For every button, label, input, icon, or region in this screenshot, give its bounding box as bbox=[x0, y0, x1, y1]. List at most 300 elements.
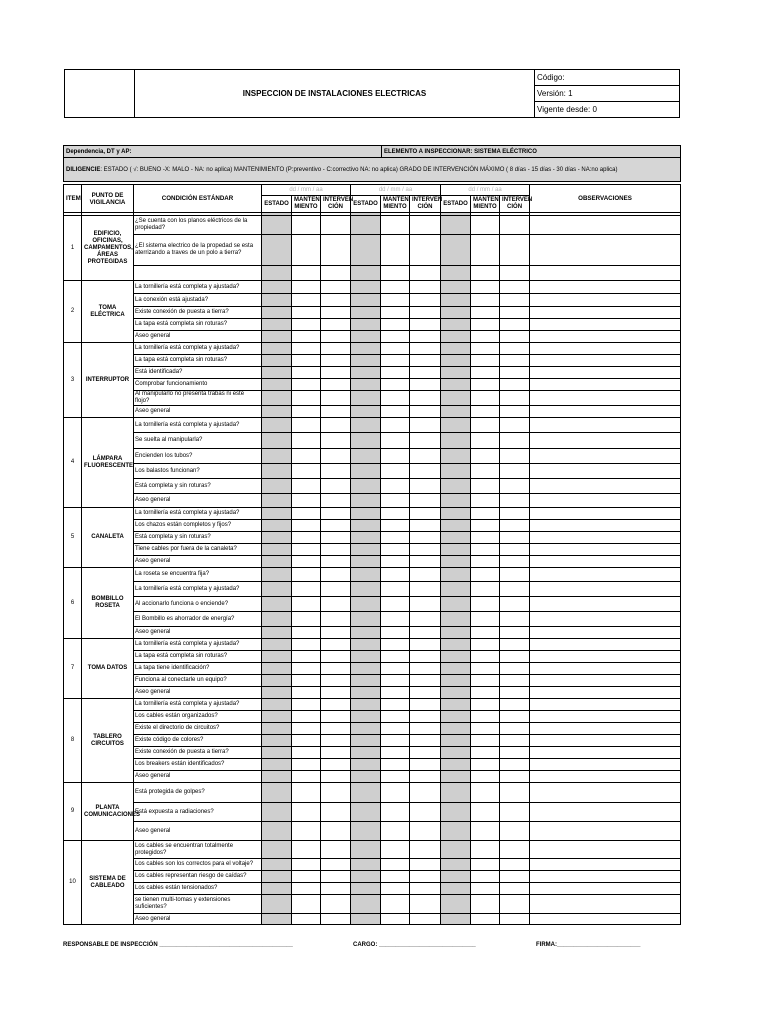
mantenimiento-cell[interactable] bbox=[381, 771, 410, 783]
mantenimiento-cell[interactable] bbox=[292, 771, 321, 783]
intervencion-cell[interactable] bbox=[500, 699, 530, 711]
estado-cell[interactable] bbox=[262, 520, 292, 532]
estado-cell[interactable] bbox=[262, 235, 292, 266]
estado-cell[interactable] bbox=[351, 418, 381, 433]
mantenimiento-cell[interactable] bbox=[381, 379, 410, 391]
observaciones-cell[interactable] bbox=[530, 895, 681, 914]
estado-cell[interactable] bbox=[351, 822, 381, 841]
intervencion-cell[interactable] bbox=[321, 479, 351, 494]
intervencion-cell[interactable] bbox=[500, 914, 530, 925]
intervencion-cell[interactable] bbox=[321, 532, 351, 544]
estado-cell[interactable] bbox=[351, 367, 381, 379]
estado-cell[interactable] bbox=[441, 759, 471, 771]
intervencion-cell[interactable] bbox=[321, 464, 351, 479]
intervencion-cell[interactable] bbox=[410, 871, 441, 883]
mantenimiento-cell[interactable] bbox=[471, 803, 500, 822]
mantenimiento-cell[interactable] bbox=[381, 433, 410, 449]
mantenimiento-cell[interactable] bbox=[292, 331, 321, 343]
intervencion-cell[interactable] bbox=[500, 281, 530, 294]
mantenimiento-cell[interactable] bbox=[381, 895, 410, 914]
mantenimiento-cell[interactable] bbox=[471, 859, 500, 871]
mantenimiento-cell[interactable] bbox=[471, 266, 500, 281]
mantenimiento-cell[interactable] bbox=[292, 479, 321, 494]
mantenimiento-cell[interactable] bbox=[471, 699, 500, 711]
intervencion-cell[interactable] bbox=[500, 783, 530, 803]
estado-cell[interactable] bbox=[441, 771, 471, 783]
intervencion-cell[interactable] bbox=[500, 651, 530, 663]
estado-cell[interactable] bbox=[351, 307, 381, 319]
mantenimiento-cell[interactable] bbox=[292, 494, 321, 508]
estado-cell[interactable] bbox=[441, 433, 471, 449]
mantenimiento-cell[interactable] bbox=[292, 508, 321, 520]
intervencion-cell[interactable] bbox=[321, 216, 351, 235]
mantenimiento-cell[interactable] bbox=[292, 464, 321, 479]
intervencion-cell[interactable] bbox=[500, 294, 530, 307]
estado-cell[interactable] bbox=[262, 822, 292, 841]
mantenimiento-cell[interactable] bbox=[292, 281, 321, 294]
estado-cell[interactable] bbox=[351, 391, 381, 406]
mantenimiento-cell[interactable] bbox=[292, 391, 321, 406]
estado-cell[interactable] bbox=[441, 379, 471, 391]
mantenimiento-cell[interactable] bbox=[381, 479, 410, 494]
observaciones-cell[interactable] bbox=[530, 418, 681, 433]
estado-cell[interactable] bbox=[262, 663, 292, 675]
mantenimiento-cell[interactable] bbox=[292, 532, 321, 544]
estado-cell[interactable] bbox=[351, 627, 381, 639]
observaciones-cell[interactable] bbox=[530, 735, 681, 747]
intervencion-cell[interactable] bbox=[500, 663, 530, 675]
estado-cell[interactable] bbox=[262, 612, 292, 627]
mantenimiento-cell[interactable] bbox=[381, 307, 410, 319]
mantenimiento-cell[interactable] bbox=[292, 556, 321, 568]
estado-cell[interactable] bbox=[351, 494, 381, 508]
mantenimiento-cell[interactable] bbox=[292, 355, 321, 367]
estado-cell[interactable] bbox=[351, 914, 381, 925]
estado-cell[interactable] bbox=[441, 568, 471, 582]
estado-cell[interactable] bbox=[351, 433, 381, 449]
estado-cell[interactable] bbox=[351, 735, 381, 747]
mantenimiento-cell[interactable] bbox=[471, 479, 500, 494]
intervencion-cell[interactable] bbox=[500, 216, 530, 235]
estado-cell[interactable] bbox=[351, 663, 381, 675]
intervencion-cell[interactable] bbox=[500, 639, 530, 651]
estado-cell[interactable] bbox=[441, 895, 471, 914]
mantenimiento-cell[interactable] bbox=[292, 307, 321, 319]
mantenimiento-cell[interactable] bbox=[381, 803, 410, 822]
estado-cell[interactable] bbox=[441, 532, 471, 544]
mantenimiento-cell[interactable] bbox=[292, 822, 321, 841]
intervencion-cell[interactable] bbox=[410, 759, 441, 771]
estado-cell[interactable] bbox=[441, 479, 471, 494]
estado-cell[interactable] bbox=[351, 266, 381, 281]
estado-cell[interactable] bbox=[262, 391, 292, 406]
observaciones-cell[interactable] bbox=[530, 759, 681, 771]
mantenimiento-cell[interactable] bbox=[471, 433, 500, 449]
observaciones-cell[interactable] bbox=[530, 783, 681, 803]
estado-cell[interactable] bbox=[441, 914, 471, 925]
intervencion-cell[interactable] bbox=[500, 319, 530, 331]
estado-cell[interactable] bbox=[262, 355, 292, 367]
estado-cell[interactable] bbox=[441, 639, 471, 651]
estado-cell[interactable] bbox=[441, 494, 471, 508]
estado-cell[interactable] bbox=[441, 367, 471, 379]
observaciones-cell[interactable] bbox=[530, 235, 681, 266]
estado-cell[interactable] bbox=[351, 803, 381, 822]
mantenimiento-cell[interactable] bbox=[471, 639, 500, 651]
observaciones-cell[interactable] bbox=[530, 281, 681, 294]
estado-cell[interactable] bbox=[262, 675, 292, 687]
estado-cell[interactable] bbox=[262, 433, 292, 449]
mantenimiento-cell[interactable] bbox=[471, 597, 500, 612]
intervencion-cell[interactable] bbox=[410, 449, 441, 464]
intervencion-cell[interactable] bbox=[321, 266, 351, 281]
estado-cell[interactable] bbox=[262, 556, 292, 568]
estado-cell[interactable] bbox=[262, 449, 292, 464]
mantenimiento-cell[interactable] bbox=[471, 675, 500, 687]
estado-cell[interactable] bbox=[262, 627, 292, 639]
observaciones-cell[interactable] bbox=[530, 494, 681, 508]
intervencion-cell[interactable] bbox=[321, 612, 351, 627]
intervencion-cell[interactable] bbox=[500, 367, 530, 379]
estado-cell[interactable] bbox=[351, 871, 381, 883]
observaciones-cell[interactable] bbox=[530, 687, 681, 699]
intervencion-cell[interactable] bbox=[410, 771, 441, 783]
intervencion-cell[interactable] bbox=[500, 266, 530, 281]
estado-cell[interactable] bbox=[262, 418, 292, 433]
mantenimiento-cell[interactable] bbox=[292, 319, 321, 331]
intervencion-cell[interactable] bbox=[500, 687, 530, 699]
estado-cell[interactable] bbox=[441, 520, 471, 532]
intervencion-cell[interactable] bbox=[410, 627, 441, 639]
intervencion-cell[interactable] bbox=[321, 597, 351, 612]
intervencion-cell[interactable] bbox=[321, 379, 351, 391]
mantenimiento-cell[interactable] bbox=[292, 687, 321, 699]
mantenimiento-cell[interactable] bbox=[292, 883, 321, 895]
estado-cell[interactable] bbox=[351, 319, 381, 331]
mantenimiento-cell[interactable] bbox=[471, 294, 500, 307]
observaciones-cell[interactable] bbox=[530, 871, 681, 883]
estado-cell[interactable] bbox=[351, 582, 381, 597]
intervencion-cell[interactable] bbox=[410, 391, 441, 406]
estado-cell[interactable] bbox=[441, 675, 471, 687]
mantenimiento-cell[interactable] bbox=[381, 711, 410, 723]
intervencion-cell[interactable] bbox=[500, 612, 530, 627]
estado-cell[interactable] bbox=[351, 771, 381, 783]
intervencion-cell[interactable] bbox=[410, 216, 441, 235]
mantenimiento-cell[interactable] bbox=[292, 803, 321, 822]
estado-cell[interactable] bbox=[441, 508, 471, 520]
mantenimiento-cell[interactable] bbox=[381, 367, 410, 379]
observaciones-cell[interactable] bbox=[530, 651, 681, 663]
firma-line[interactable]: FIRMA:_________________________ bbox=[536, 942, 641, 948]
mantenimiento-cell[interactable] bbox=[292, 433, 321, 449]
observaciones-cell[interactable] bbox=[530, 822, 681, 841]
estado-cell[interactable] bbox=[441, 597, 471, 612]
estado-cell[interactable] bbox=[262, 859, 292, 871]
estado-cell[interactable] bbox=[441, 418, 471, 433]
cargo-line[interactable]: CARGO: _____________________________ bbox=[353, 942, 476, 948]
observaciones-cell[interactable] bbox=[530, 803, 681, 822]
intervencion-cell[interactable] bbox=[500, 433, 530, 449]
estado-cell[interactable] bbox=[351, 895, 381, 914]
estado-cell[interactable] bbox=[441, 266, 471, 281]
mantenimiento-cell[interactable] bbox=[471, 216, 500, 235]
intervencion-cell[interactable] bbox=[410, 331, 441, 343]
estado-cell[interactable] bbox=[262, 597, 292, 612]
mantenimiento-cell[interactable] bbox=[292, 597, 321, 612]
mantenimiento-cell[interactable] bbox=[292, 723, 321, 735]
observaciones-cell[interactable] bbox=[530, 747, 681, 759]
mantenimiento-cell[interactable] bbox=[381, 651, 410, 663]
intervencion-cell[interactable] bbox=[410, 433, 441, 449]
estado-cell[interactable] bbox=[441, 783, 471, 803]
observaciones-cell[interactable] bbox=[530, 379, 681, 391]
estado-cell[interactable] bbox=[441, 235, 471, 266]
intervencion-cell[interactable] bbox=[500, 675, 530, 687]
intervencion-cell[interactable] bbox=[321, 699, 351, 711]
estado-cell[interactable] bbox=[441, 841, 471, 859]
mantenimiento-cell[interactable] bbox=[381, 216, 410, 235]
mantenimiento-cell[interactable] bbox=[381, 675, 410, 687]
estado-cell[interactable] bbox=[262, 331, 292, 343]
estado-cell[interactable] bbox=[262, 532, 292, 544]
mantenimiento-cell[interactable] bbox=[471, 747, 500, 759]
estado-cell[interactable] bbox=[441, 216, 471, 235]
estado-cell[interactable] bbox=[441, 687, 471, 699]
estado-cell[interactable] bbox=[351, 343, 381, 355]
estado-cell[interactable] bbox=[262, 343, 292, 355]
mantenimiento-cell[interactable] bbox=[471, 612, 500, 627]
observaciones-cell[interactable] bbox=[530, 449, 681, 464]
mantenimiento-cell[interactable] bbox=[381, 822, 410, 841]
mantenimiento-cell[interactable] bbox=[471, 735, 500, 747]
intervencion-cell[interactable] bbox=[321, 544, 351, 556]
observaciones-cell[interactable] bbox=[530, 859, 681, 871]
estado-cell[interactable] bbox=[441, 449, 471, 464]
intervencion-cell[interactable] bbox=[410, 895, 441, 914]
intervencion-cell[interactable] bbox=[410, 479, 441, 494]
intervencion-cell[interactable] bbox=[321, 494, 351, 508]
mantenimiento-cell[interactable] bbox=[292, 783, 321, 803]
mantenimiento-cell[interactable] bbox=[292, 675, 321, 687]
estado-cell[interactable] bbox=[441, 343, 471, 355]
mantenimiento-cell[interactable] bbox=[471, 343, 500, 355]
estado-cell[interactable] bbox=[351, 216, 381, 235]
intervencion-cell[interactable] bbox=[321, 883, 351, 895]
intervencion-cell[interactable] bbox=[410, 367, 441, 379]
mantenimiento-cell[interactable] bbox=[292, 895, 321, 914]
mantenimiento-cell[interactable] bbox=[381, 627, 410, 639]
mantenimiento-cell[interactable] bbox=[292, 612, 321, 627]
estado-cell[interactable] bbox=[441, 406, 471, 418]
estado-cell[interactable] bbox=[262, 771, 292, 783]
mantenimiento-cell[interactable] bbox=[292, 639, 321, 651]
estado-cell[interactable] bbox=[441, 294, 471, 307]
estado-cell[interactable] bbox=[441, 871, 471, 883]
mantenimiento-cell[interactable] bbox=[471, 663, 500, 675]
mantenimiento-cell[interactable] bbox=[381, 914, 410, 925]
estado-cell[interactable] bbox=[262, 914, 292, 925]
estado-cell[interactable] bbox=[441, 355, 471, 367]
intervencion-cell[interactable] bbox=[410, 859, 441, 871]
mantenimiento-cell[interactable] bbox=[471, 379, 500, 391]
mantenimiento-cell[interactable] bbox=[381, 871, 410, 883]
estado-cell[interactable] bbox=[441, 735, 471, 747]
estado-cell[interactable] bbox=[441, 612, 471, 627]
intervencion-cell[interactable] bbox=[410, 711, 441, 723]
estado-cell[interactable] bbox=[351, 520, 381, 532]
mantenimiento-cell[interactable] bbox=[381, 699, 410, 711]
mantenimiento-cell[interactable] bbox=[381, 418, 410, 433]
estado-cell[interactable] bbox=[351, 651, 381, 663]
intervencion-cell[interactable] bbox=[500, 747, 530, 759]
observaciones-cell[interactable] bbox=[530, 216, 681, 235]
intervencion-cell[interactable] bbox=[410, 319, 441, 331]
mantenimiento-cell[interactable] bbox=[471, 331, 500, 343]
mantenimiento-cell[interactable] bbox=[381, 508, 410, 520]
estado-cell[interactable] bbox=[262, 406, 292, 418]
intervencion-cell[interactable] bbox=[410, 508, 441, 520]
mantenimiento-cell[interactable] bbox=[471, 914, 500, 925]
intervencion-cell[interactable] bbox=[500, 391, 530, 406]
estado-cell[interactable] bbox=[441, 556, 471, 568]
mantenimiento-cell[interactable] bbox=[292, 627, 321, 639]
intervencion-cell[interactable] bbox=[500, 859, 530, 871]
mantenimiento-cell[interactable] bbox=[471, 418, 500, 433]
estado-cell[interactable] bbox=[262, 281, 292, 294]
intervencion-cell[interactable] bbox=[500, 568, 530, 582]
intervencion-cell[interactable] bbox=[500, 582, 530, 597]
mantenimiento-cell[interactable] bbox=[292, 235, 321, 266]
intervencion-cell[interactable] bbox=[321, 331, 351, 343]
intervencion-cell[interactable] bbox=[500, 883, 530, 895]
estado-cell[interactable] bbox=[351, 544, 381, 556]
mantenimiento-cell[interactable] bbox=[471, 307, 500, 319]
mantenimiento-cell[interactable] bbox=[381, 859, 410, 871]
estado-cell[interactable] bbox=[351, 783, 381, 803]
intervencion-cell[interactable] bbox=[410, 612, 441, 627]
intervencion-cell[interactable] bbox=[500, 556, 530, 568]
estado-cell[interactable] bbox=[262, 759, 292, 771]
intervencion-cell[interactable] bbox=[410, 663, 441, 675]
mantenimiento-cell[interactable] bbox=[292, 747, 321, 759]
estado-cell[interactable] bbox=[351, 281, 381, 294]
intervencion-cell[interactable] bbox=[321, 433, 351, 449]
estado-cell[interactable] bbox=[441, 747, 471, 759]
mantenimiento-cell[interactable] bbox=[292, 568, 321, 582]
mantenimiento-cell[interactable] bbox=[471, 532, 500, 544]
mantenimiento-cell[interactable] bbox=[471, 319, 500, 331]
observaciones-cell[interactable] bbox=[530, 568, 681, 582]
estado-cell[interactable] bbox=[441, 711, 471, 723]
estado-cell[interactable] bbox=[262, 494, 292, 508]
intervencion-cell[interactable] bbox=[321, 235, 351, 266]
observaciones-cell[interactable] bbox=[530, 723, 681, 735]
estado-cell[interactable] bbox=[262, 699, 292, 711]
mantenimiento-cell[interactable] bbox=[471, 508, 500, 520]
intervencion-cell[interactable] bbox=[500, 723, 530, 735]
estado-cell[interactable] bbox=[262, 367, 292, 379]
observaciones-cell[interactable] bbox=[530, 406, 681, 418]
observaciones-cell[interactable] bbox=[530, 367, 681, 379]
observaciones-cell[interactable] bbox=[530, 556, 681, 568]
observaciones-cell[interactable] bbox=[530, 266, 681, 281]
estado-cell[interactable] bbox=[441, 822, 471, 841]
mantenimiento-cell[interactable] bbox=[471, 822, 500, 841]
estado-cell[interactable] bbox=[262, 266, 292, 281]
intervencion-cell[interactable] bbox=[500, 449, 530, 464]
intervencion-cell[interactable] bbox=[500, 355, 530, 367]
observaciones-cell[interactable] bbox=[530, 841, 681, 859]
mantenimiento-cell[interactable] bbox=[471, 771, 500, 783]
intervencion-cell[interactable] bbox=[410, 883, 441, 895]
intervencion-cell[interactable] bbox=[500, 597, 530, 612]
mantenimiento-cell[interactable] bbox=[292, 367, 321, 379]
observaciones-cell[interactable] bbox=[530, 391, 681, 406]
intervencion-cell[interactable] bbox=[321, 391, 351, 406]
mantenimiento-cell[interactable] bbox=[292, 759, 321, 771]
mantenimiento-cell[interactable] bbox=[292, 699, 321, 711]
intervencion-cell[interactable] bbox=[410, 783, 441, 803]
intervencion-cell[interactable] bbox=[500, 895, 530, 914]
estado-cell[interactable] bbox=[351, 235, 381, 266]
mantenimiento-cell[interactable] bbox=[381, 355, 410, 367]
intervencion-cell[interactable] bbox=[321, 307, 351, 319]
mantenimiento-cell[interactable] bbox=[471, 871, 500, 883]
estado-cell[interactable] bbox=[351, 355, 381, 367]
estado-cell[interactable] bbox=[351, 639, 381, 651]
mantenimiento-cell[interactable] bbox=[292, 651, 321, 663]
intervencion-cell[interactable] bbox=[410, 556, 441, 568]
observaciones-cell[interactable] bbox=[530, 711, 681, 723]
intervencion-cell[interactable] bbox=[410, 675, 441, 687]
intervencion-cell[interactable] bbox=[321, 841, 351, 859]
intervencion-cell[interactable] bbox=[321, 508, 351, 520]
intervencion-cell[interactable] bbox=[321, 783, 351, 803]
estado-cell[interactable] bbox=[351, 532, 381, 544]
mantenimiento-cell[interactable] bbox=[292, 711, 321, 723]
intervencion-cell[interactable] bbox=[410, 494, 441, 508]
estado-cell[interactable] bbox=[441, 859, 471, 871]
mantenimiento-cell[interactable] bbox=[381, 319, 410, 331]
observaciones-cell[interactable] bbox=[530, 355, 681, 367]
observaciones-cell[interactable] bbox=[530, 532, 681, 544]
mantenimiento-cell[interactable] bbox=[292, 418, 321, 433]
intervencion-cell[interactable] bbox=[321, 895, 351, 914]
estado-cell[interactable] bbox=[262, 841, 292, 859]
mantenimiento-cell[interactable] bbox=[381, 841, 410, 859]
mantenimiento-cell[interactable] bbox=[381, 235, 410, 266]
mantenimiento-cell[interactable] bbox=[471, 711, 500, 723]
estado-cell[interactable] bbox=[351, 687, 381, 699]
mantenimiento-cell[interactable] bbox=[381, 449, 410, 464]
mantenimiento-cell[interactable] bbox=[381, 544, 410, 556]
mantenimiento-cell[interactable] bbox=[471, 281, 500, 294]
estado-cell[interactable] bbox=[262, 723, 292, 735]
intervencion-cell[interactable] bbox=[410, 651, 441, 663]
intervencion-cell[interactable] bbox=[321, 735, 351, 747]
mantenimiento-cell[interactable] bbox=[292, 294, 321, 307]
mantenimiento-cell[interactable] bbox=[471, 556, 500, 568]
intervencion-cell[interactable] bbox=[500, 841, 530, 859]
intervencion-cell[interactable] bbox=[410, 379, 441, 391]
intervencion-cell[interactable] bbox=[321, 822, 351, 841]
observaciones-cell[interactable] bbox=[530, 464, 681, 479]
intervencion-cell[interactable] bbox=[410, 639, 441, 651]
mantenimiento-cell[interactable] bbox=[381, 783, 410, 803]
estado-cell[interactable] bbox=[262, 651, 292, 663]
intervencion-cell[interactable] bbox=[500, 406, 530, 418]
